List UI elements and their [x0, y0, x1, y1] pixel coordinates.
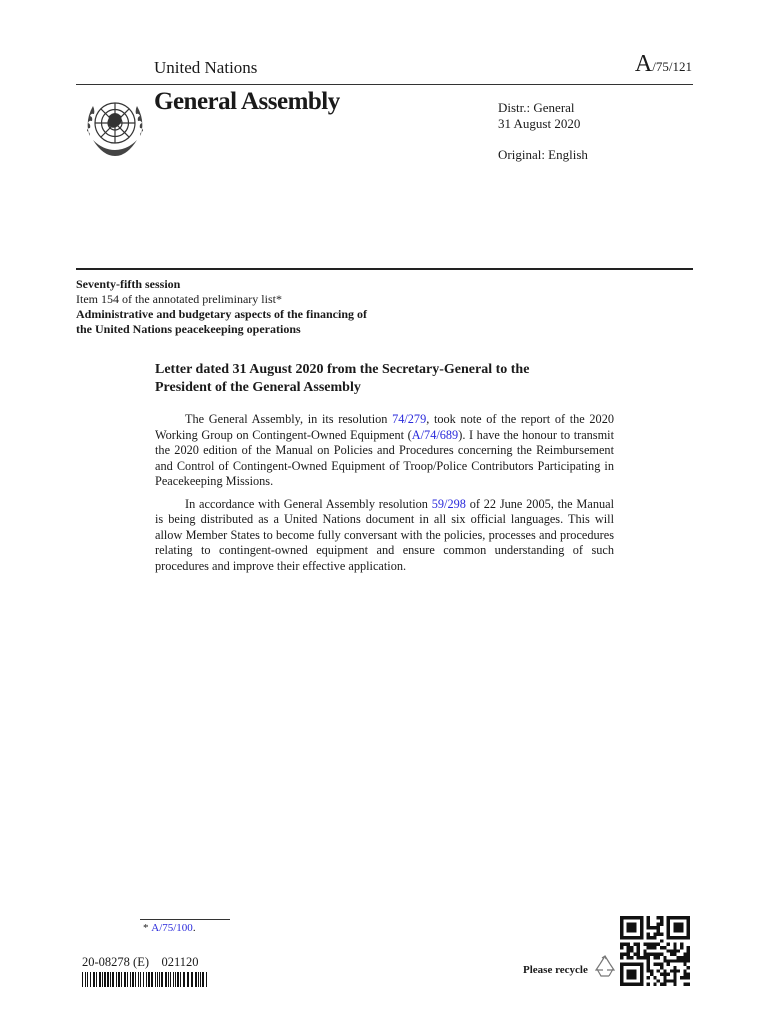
distribution-type: Distr.: General: [498, 100, 575, 115]
document-date: 31 August 2020: [498, 116, 581, 131]
report-link-a-74-689[interactable]: A/74/689: [411, 427, 459, 442]
general-assembly-title: General Assembly: [154, 88, 340, 115]
letter-title: [155, 361, 615, 397]
distribution-block: [498, 100, 588, 163]
session-block: [76, 277, 367, 337]
footnote-link-a-75-100[interactable]: A/75/100: [151, 922, 193, 934]
recycle-label: Please recycle: [523, 964, 588, 976]
original-language: Original: English: [498, 147, 588, 162]
session-name: Seventy-fifth session: [76, 277, 181, 291]
paragraph-1: The General Assembly, in its resolution 74/279, took note of the report of the 2020 Working Group on Contingent-Owned Equipment (A/74/689). I have the honour to transmit the 2020 edition of the Manual on Policies and Procedures concerning the Reimbursement and Control of Contingent-Owned Equipment of Troop/Police Contributors Participating in Peacekeeping Missions.: [155, 412, 614, 488]
letter-body: [155, 412, 614, 581]
resolution-link-59-298[interactable]: 59/298: [431, 496, 466, 511]
symbol-suffix: /75/121: [652, 59, 692, 74]
symbol-prefix: A: [634, 51, 653, 77]
qr-code-icon: [620, 916, 690, 986]
organization-name: United Nations: [154, 58, 258, 77]
agenda-item: Item 154 of the annotated preliminary list*: [76, 292, 282, 306]
job-number: 20-08278 (E) 021120: [82, 955, 199, 969]
recycle-icon: [592, 953, 618, 979]
agenda-topic-line-1: Administrative and budgetary aspects of the financing of: [76, 307, 368, 321]
letter-title-line-2: President of the General Assembly: [155, 380, 361, 395]
document-symbol: [635, 52, 692, 76]
section-rule: [76, 268, 693, 270]
barcode-icon: [82, 972, 210, 987]
footnote: * A/75/100.: [143, 922, 196, 934]
un-emblem-icon: [79, 90, 151, 162]
resolution-link-74-279[interactable]: 74/279: [392, 412, 427, 426]
letter-title-line-1: Letter dated 31 August 2020 from the Secretary-General to the: [155, 362, 530, 377]
header-rule: [76, 84, 693, 85]
paragraph-2: In accordance with General Assembly resolution 59/298 of 22 June 2005, the Manual is being distributed as a United Nations document in all six official languages. This will allow Member States to become fully conversant with the policies, processes and procedures relating to contingent-owned equipment and ensure common understanding of such procedures and improve their effective application.: [155, 496, 614, 573]
agenda-topic-line-2: the United Nations peacekeeping operations: [76, 322, 301, 336]
footnote-marker: *: [143, 922, 149, 934]
footnote-rule: [140, 919, 230, 920]
